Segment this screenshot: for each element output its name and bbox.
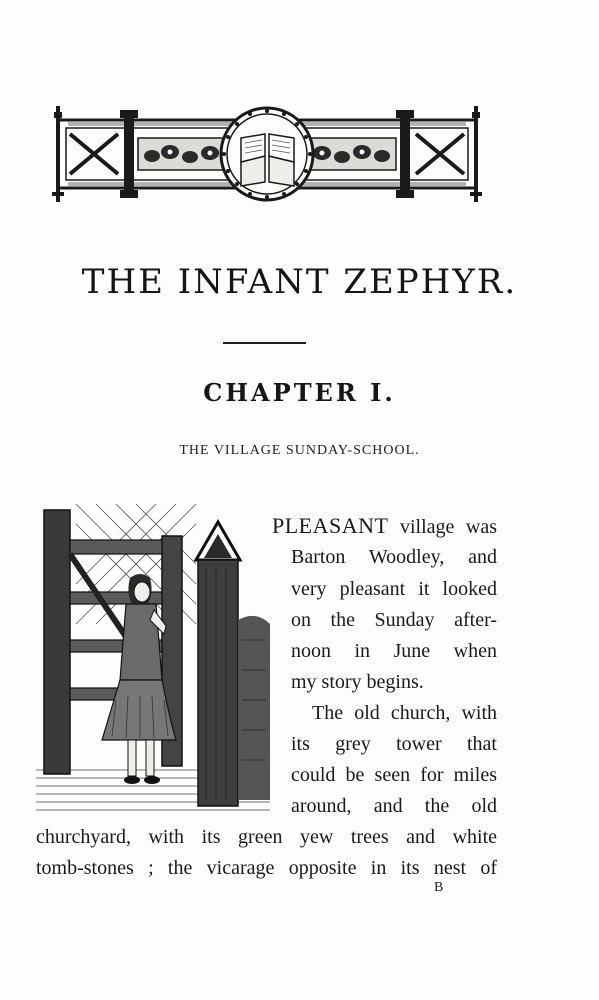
text-line-1: PLEASANT village was <box>272 513 498 538</box>
text-line-11: churchyard, with its green yew trees and white <box>36 826 497 848</box>
ornamental-headpiece <box>48 104 486 204</box>
text-line-3: very pleasant it looked <box>291 578 497 600</box>
title-rule <box>223 342 306 344</box>
text-line-7: The old church, with <box>312 702 497 724</box>
text-line-9: could be seen for miles <box>291 764 497 786</box>
book-title: THE INFANT ZEPHYR. <box>81 262 518 302</box>
lead-word: PLEASANT <box>272 513 389 538</box>
girl-at-gate-icon <box>36 500 270 814</box>
text-line-2: Barton Woodley, and <box>291 546 497 568</box>
signature-mark: B <box>434 880 444 895</box>
text-line-6: my story begins. <box>291 671 424 693</box>
text-line-12: tomb-stones ; the vicarage opposite in its nest of <box>36 857 497 879</box>
chapter-title: THE VILLAGE SUNDAY-SCHOOL. <box>179 443 420 458</box>
text-line-4: on the Sunday after- <box>291 609 497 631</box>
text-line-8: its grey tower that <box>291 733 497 755</box>
text-line-5: noon in June when <box>291 640 497 662</box>
text-line-10: around, and the old <box>291 795 497 817</box>
chapter-heading: CHAPTER I. <box>203 378 396 407</box>
